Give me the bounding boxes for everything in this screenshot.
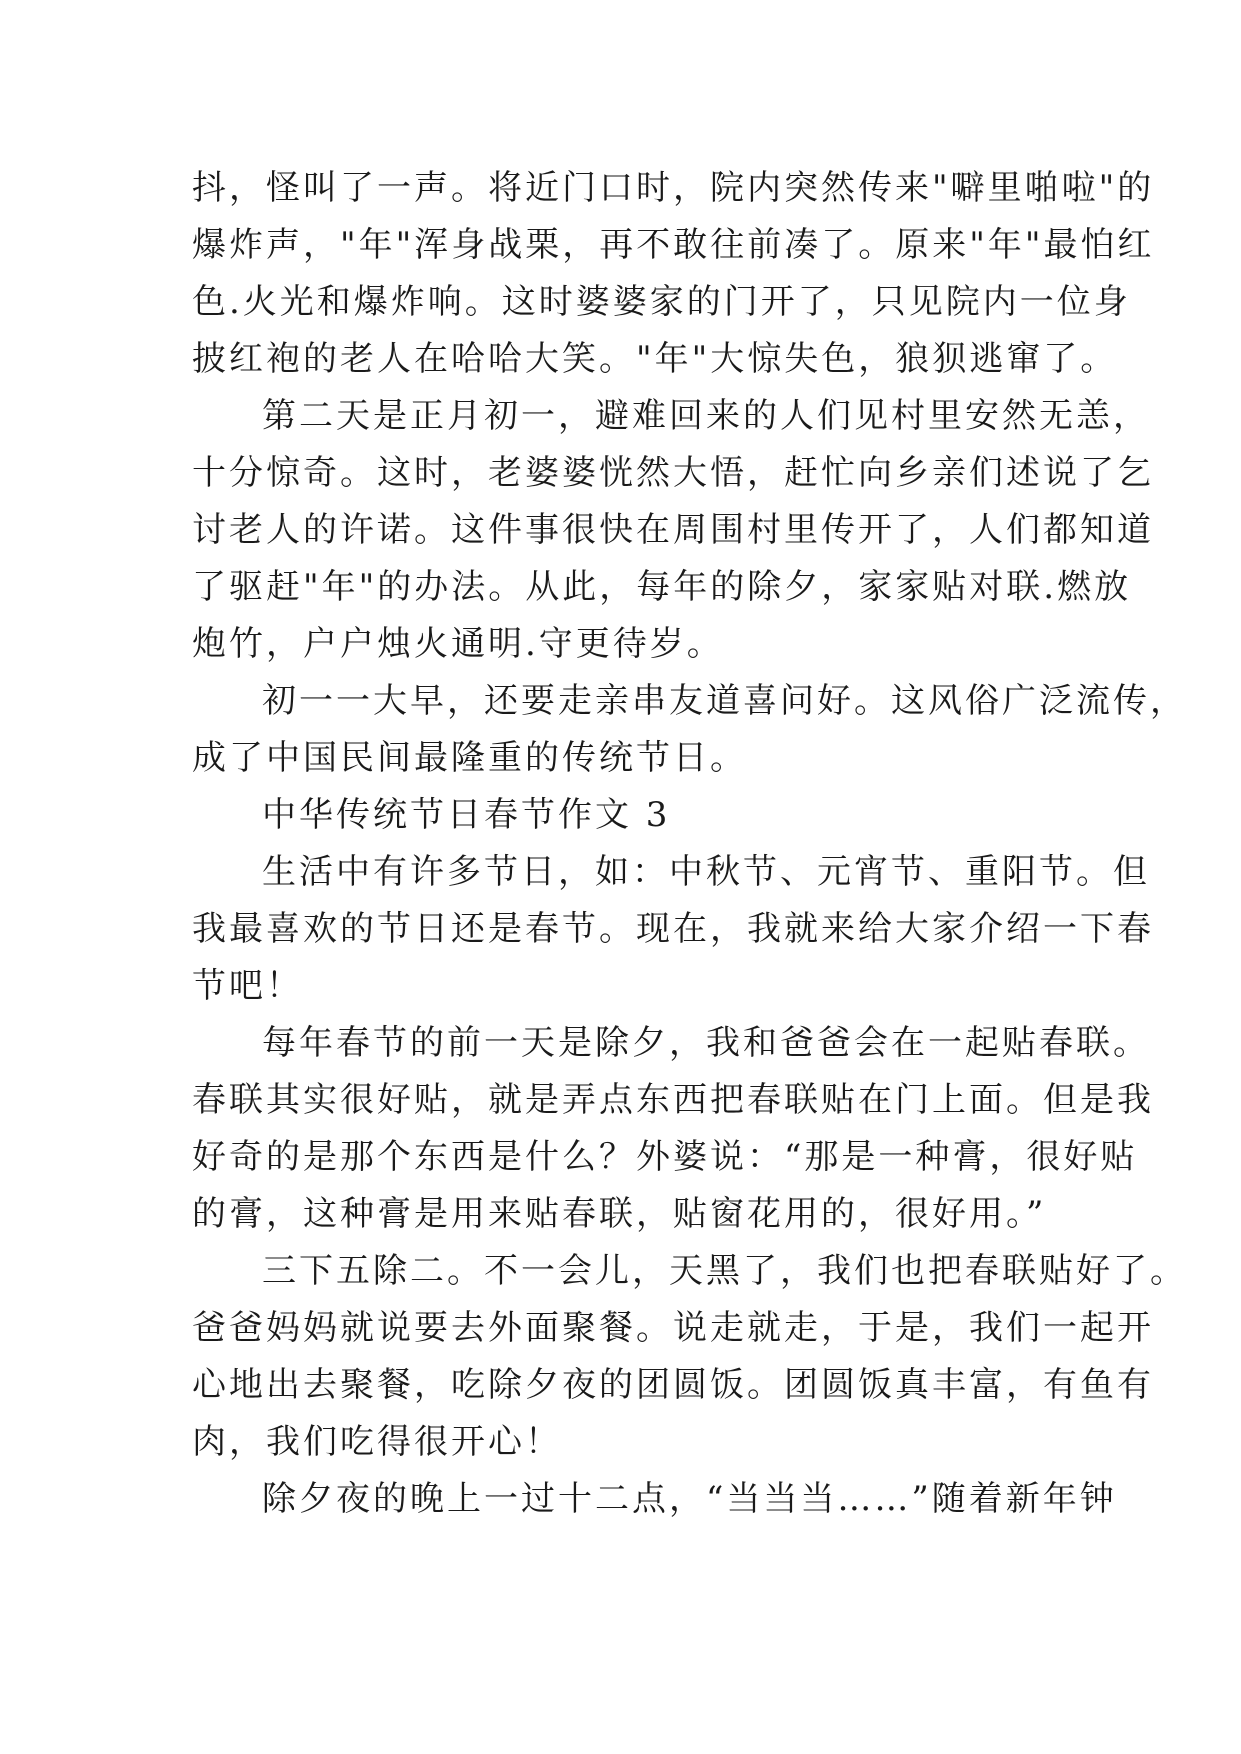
text-line: 了驱赶"年"的办法。从此，每年的除夕，家家贴对联.燃放 (192, 567, 1132, 607)
text-line: 每年春节的前一天是除夕，我和爸爸会在一起贴春联。 (262, 1023, 1150, 1063)
text-line: 爸爸妈妈就说要去外面聚餐。说走就走，于是，我们一起开 (192, 1308, 1154, 1348)
text-line: 除夕夜的晚上一过十二点，“当当当……”随着新年钟 (262, 1479, 1117, 1519)
text-line: 炮竹，户户烛火通明.守更待岁。 (192, 624, 724, 664)
text-line: 初一一大早，还要走亲串友道喜问好。这风俗广泛流传， (262, 681, 1187, 721)
text-line: 十分惊奇。这时，老婆婆恍然大悟，赶忙向乡亲们述说了乞 (192, 453, 1154, 493)
text-line: 色.火光和爆炸响。这时婆婆家的门开了，只见院内一位身 (192, 282, 1131, 322)
text-line: 披红袍的老人在哈哈大笑。"年"大惊失色，狼狈逃窜了。 (192, 339, 1118, 379)
text-line: 好奇的是那个东西是什么？外婆说：“那是一种膏，很好贴 (192, 1137, 1138, 1177)
text-line: 心地出去聚餐，吃除夕夜的团圆饭。团圆饭真丰富，有鱼有 (192, 1365, 1154, 1405)
text-line: 爆炸声，"年"浑身战栗，再不敢往前凑了。原来"年"最怕红 (192, 225, 1155, 265)
text-line: 生活中有许多节日，如：中秋节、元宵节、重阳节。但 (262, 852, 1150, 892)
document-body (192, 160, 1187, 1528)
section-heading: 中华传统节日春节作文 3 (262, 795, 671, 835)
text-line: 抖，怪叫了一声。将近门口时，院内突然传来"噼里啪啦"的 (192, 168, 1155, 208)
text-line: 三下五除二。不一会儿，天黑了，我们也把春联贴好了。 (262, 1251, 1187, 1291)
text-line: 讨老人的许诺。这件事很快在周围村里传开了，人们都知道 (192, 510, 1154, 550)
text-line: 我最喜欢的节日还是春节。现在，我就来给大家介绍一下春 (192, 909, 1154, 949)
text-line: 肉，我们吃得很开心！ (192, 1422, 562, 1462)
text-line: 成了中国民间最隆重的传统节日。 (192, 738, 747, 778)
text-line: 的膏，这种膏是用来贴春联，贴窗花用的，很好用。” (192, 1194, 1047, 1234)
text-line: 第二天是正月初一，避难回来的人们见村里安然无恙， (262, 396, 1150, 436)
text-line: 节吧！ (192, 966, 303, 1006)
text-line: 春联其实很好贴，就是弄点东西把春联贴在门上面。但是我 (192, 1080, 1154, 1120)
